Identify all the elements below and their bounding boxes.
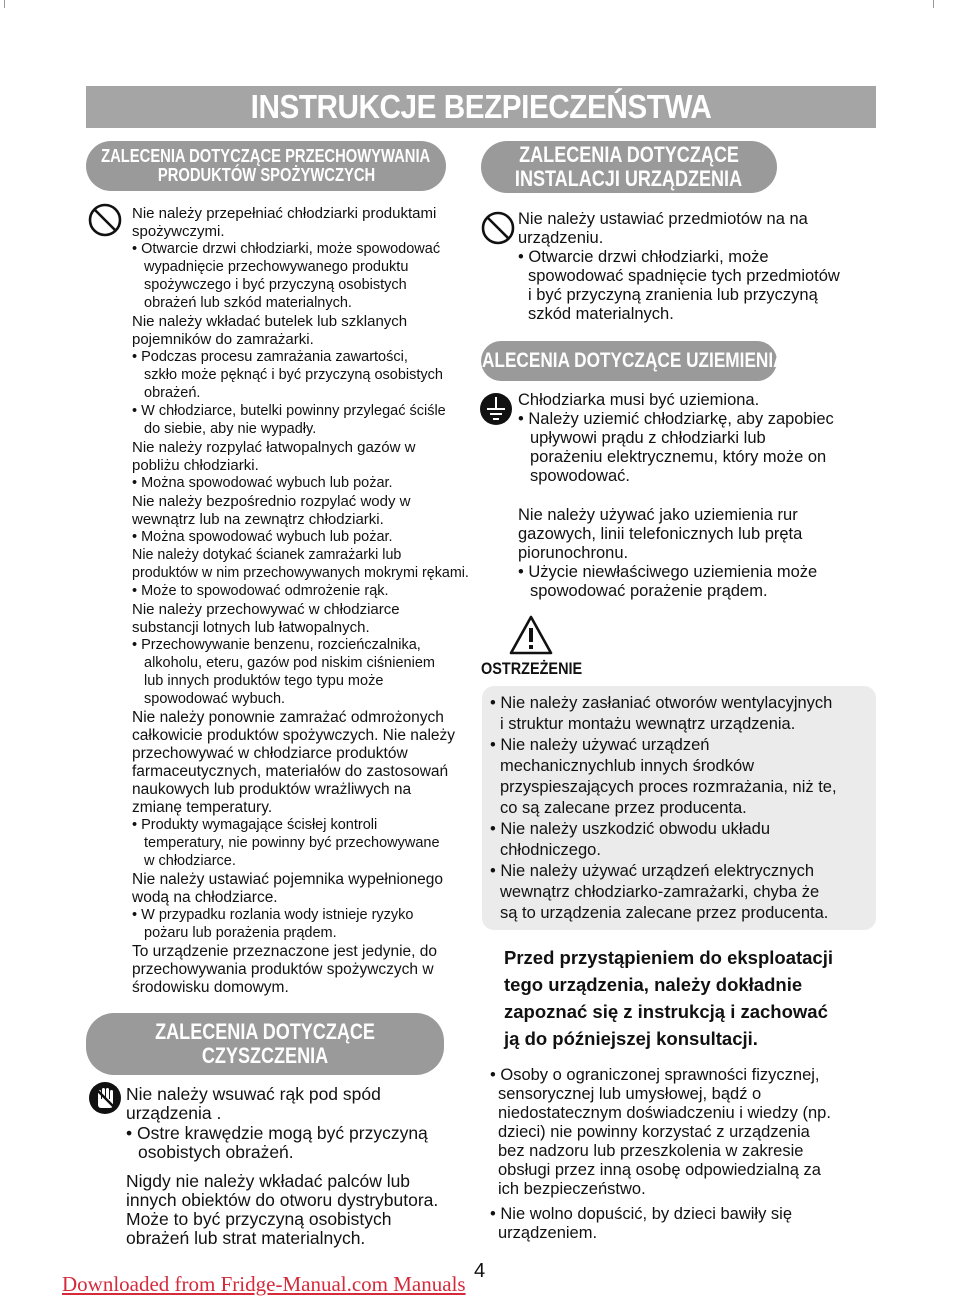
title-bar xyxy=(86,86,876,128)
text-line: całkowicie produktów spożywczych. Nie należy xyxy=(132,727,456,744)
text-line: ich bezpieczeństwo. xyxy=(498,1180,646,1198)
cleaning-header-line-2: CZYSZCZENIA xyxy=(201,1043,329,1068)
text-line: i struktur montażu wewnątrz urządzenia. xyxy=(500,715,796,733)
text-line: • Przechowywanie benzenu, rozcieńczalnika, xyxy=(132,637,421,653)
warning-icon xyxy=(508,614,554,656)
text-line: są to urządzenia zalecane przez producenta. xyxy=(500,904,829,922)
text-line: środowisku domowym. xyxy=(132,979,289,996)
text-line: Nie należy ponownie zamrażać odmrożonych xyxy=(132,709,444,726)
prohibited-icon xyxy=(480,210,516,246)
notice-line: Przed przystąpieniem do eksploatacji xyxy=(504,947,833,968)
crop-mark xyxy=(4,0,5,8)
text-line: • Można spowodować wybuch lub pożar. xyxy=(132,529,393,545)
notice-line: tego urządzenia, należy dokładnie xyxy=(504,974,803,995)
text-line: obsługi przez inną osobę odpowiedzialną za xyxy=(498,1161,821,1179)
text-line: przechowywania produktów spożywczych w xyxy=(132,961,434,978)
text-line: obrażeń. xyxy=(144,385,201,401)
text-line: • Nie należy używać urządzeń xyxy=(490,736,710,754)
text-line: • Otwarcie drzwi chłodziarki, może spowodować xyxy=(132,241,441,257)
text-line: • W chłodziarce, butelki powinny przylegać ściśle xyxy=(132,403,446,419)
text-line: przechowywać w chłodziarce produktów xyxy=(132,745,408,762)
text-line: pożaru lub porażenia prądem. xyxy=(144,925,337,941)
text-line: • Należy uziemić chłodziarkę, aby zapobiec xyxy=(518,410,834,428)
text-line: • Osoby o ograniczonej sprawności fizycznej, xyxy=(490,1066,820,1084)
text-line: spowodować spadnięcie tych przedmiotów xyxy=(528,267,840,285)
installation-section-header xyxy=(481,141,777,193)
text-line: temperatury, nie powinny być przechowywane xyxy=(144,835,440,851)
text-line: farmaceutycznych, materiałów do zastosowań xyxy=(132,763,449,780)
text-line: • Podczas procesu zamrażania zawartości, xyxy=(132,349,408,365)
text-line: przyspieszających proces rozmrażania, niż te, xyxy=(500,778,837,796)
text-line: piorunochronu. xyxy=(518,544,629,562)
text-line: wodą na chłodziarce. xyxy=(132,889,278,906)
crop-mark xyxy=(933,0,934,8)
text-line: Nie należy bezpośrednio rozpylać wody w xyxy=(132,493,411,510)
storage-section-header xyxy=(86,141,446,191)
text-line: • W przypadku rozlania wody istnieje ryzyko xyxy=(132,907,414,923)
text-line: pobliżu chłodziarki. xyxy=(132,457,259,474)
cleaning-section-header xyxy=(86,1013,444,1075)
text-line: innych obiektów do otworu dystrybutora. xyxy=(126,1190,439,1210)
grounding-header-line-1: ZALECENIA DOTYCZĄCE UZIEMIENIA xyxy=(471,348,787,372)
text-line: spowodować porażenie prądem. xyxy=(530,582,768,600)
text-line: obrażeń lub szkód materialnych. xyxy=(144,295,352,311)
text-line: pojemników do zamrażarki. xyxy=(132,331,314,348)
grounding-section-header xyxy=(471,341,787,381)
text-line: szkło może pęknąć i być przyczyną osobistych xyxy=(144,367,443,383)
text-line: Chłodziarka musi być uziemiona. xyxy=(518,391,760,409)
page-number: 4 xyxy=(474,1260,486,1282)
text-line: spowodować. xyxy=(530,467,630,485)
text-line: alkoholu, eteru, gazów pod niskim ciśnieniem xyxy=(144,655,435,671)
text-line: • Nie należy uszkodzić obwodu układu xyxy=(490,820,771,838)
text-line: obrażeń lub strat materialnych. xyxy=(126,1228,366,1248)
text-line: Nigdy nie należy wkładać palców lub xyxy=(126,1171,411,1191)
storage-header-line-1: ZALECENIA DOTYCZĄCE PRZECHOWYWANIA xyxy=(101,145,431,166)
text-line: porażeniu elektrycznemu, który może on xyxy=(530,448,827,466)
text-line: substancji lotnych lub łatwopalnych. xyxy=(132,619,370,636)
text-line: • Produkty wymagające ścisłej kontroli xyxy=(132,817,378,833)
text-line: urządzeniu. xyxy=(518,229,604,247)
text-line: spowodować wybuch. xyxy=(144,691,286,707)
text-line: Nie należy dotykać ścianek zamrażarki lub xyxy=(132,547,402,563)
installation-header-line-1: ZALECENIA DOTYCZĄCE xyxy=(519,142,739,168)
text-line: osobistych obrażeń. xyxy=(138,1142,294,1162)
text-line: i być przyczyną zranienia lub przyczyną xyxy=(528,286,818,304)
text-line: Nie należy przepełniać chłodziarki produktami xyxy=(132,205,437,222)
text-line: • Można spowodować wybuch lub pożar. xyxy=(132,475,393,491)
text-line: Nie należy wsuwać rąk pod spód xyxy=(126,1084,381,1104)
cleaning-header-line-1: ZALECENIA DOTYCZĄCE xyxy=(155,1019,375,1045)
text-line: Nie należy używać jako uziemienia rur xyxy=(518,506,798,524)
text-line: wewnątrz chłodziarko-zamrażarki, chyba że xyxy=(500,883,820,901)
notice-line: ją do późniejszej konsultacji. xyxy=(504,1028,758,1049)
text-line: Nie należy wkładać butelek lub szklanych xyxy=(132,313,408,330)
text-line: chłodniczego. xyxy=(500,841,601,859)
installation-header-line-2: INSTALACJI URZĄDZENIA xyxy=(515,166,743,191)
text-line: gazowych, linii telefonicznych lub pręta xyxy=(518,525,803,543)
text-line: • Może to spowodować odmrożenie rąk. xyxy=(132,583,389,599)
warning-label: OSTRZEŻENIE xyxy=(481,659,583,678)
text-line: Nie należy ustawiać pojemnika wypełnionego xyxy=(132,871,444,888)
text-line: urządzeniem. xyxy=(498,1224,598,1242)
text-line: urządzenia . xyxy=(126,1103,222,1123)
text-line: Nie należy rozpylać łatwopalnych gazów w xyxy=(132,439,416,456)
text-line: wewnątrz lub na zewnątrz chłodziarki. xyxy=(132,511,384,528)
storage-header-line-2: PRODUKTÓW SPOŻYWCZYCH xyxy=(157,165,375,185)
text-line: • Ostre krawędzie mogą być przyczyną xyxy=(126,1123,428,1143)
text-line: niedostatecznym doświadczeniu i wiedzy (np. xyxy=(498,1104,831,1122)
text-line: w chłodziarce. xyxy=(144,853,236,869)
text-line: • Nie należy zasłaniać otworów wentylacyjnych xyxy=(490,694,833,712)
text-line: zmianę temperatury. xyxy=(132,799,273,816)
text-line: do siebie, aby nie wypadły. xyxy=(144,421,317,437)
ground-icon xyxy=(478,391,514,427)
text-line: • Nie należy używać urządzeń elektrycznych xyxy=(490,862,814,880)
text-line: upływowi prądu z chłodziarki lub xyxy=(530,429,766,447)
text-line: dzieci) nie powinny korzystać z urządzenia xyxy=(498,1123,810,1141)
hand-prohibited-icon xyxy=(87,1080,123,1116)
text-line: lub innych produktów tego typu może xyxy=(144,673,384,689)
text-line: • Użycie niewłaściwego uziemienia może xyxy=(518,563,818,581)
text-line: sensorycznej lub umysłowej, bądź o xyxy=(498,1085,762,1103)
text-line: wypadnięcie przechowywanego produktu xyxy=(144,259,409,275)
text-line: Może to być przyczyną osobistych xyxy=(126,1209,392,1229)
text-line: • Nie wolno dopuścić, by dzieci bawiły się xyxy=(490,1205,792,1223)
prohibited-icon xyxy=(87,202,123,238)
text-line: mechanicznychlub innych środków xyxy=(500,757,755,775)
text-line: Nie należy ustawiać przedmiotów na na xyxy=(518,210,808,228)
download-source-link[interactable]: Downloaded from Fridge-Manual.com Manuals xyxy=(62,1272,466,1296)
text-line: spożywczymi. xyxy=(132,223,225,240)
notice-line: zapoznać się z instrukcją i zachować xyxy=(504,1001,828,1022)
text-line: co są zalecane przez producenta. xyxy=(500,799,747,817)
text-line: produktów w nim przechowywanych mokrymi rękami. xyxy=(132,565,469,581)
text-line: spożywczego i być przyczyną osobistych xyxy=(144,277,407,293)
text-line: szkód materialnych. xyxy=(528,305,674,323)
page-title: INSTRUKCJE BEZPIECZEŃSTWA xyxy=(250,88,712,125)
text-line: bez nadzoru lub przeszkolenia w zakresie xyxy=(498,1142,804,1160)
text-line: naukowych lub produktów wrażliwych na xyxy=(132,781,412,798)
text-line: • Otwarcie drzwi chłodziarki, może xyxy=(518,248,769,266)
text-line: Nie należy przechowywać w chłodziarce xyxy=(132,601,400,618)
text-line: To urządzenie przeznaczone jest jedynie, do xyxy=(132,943,438,960)
